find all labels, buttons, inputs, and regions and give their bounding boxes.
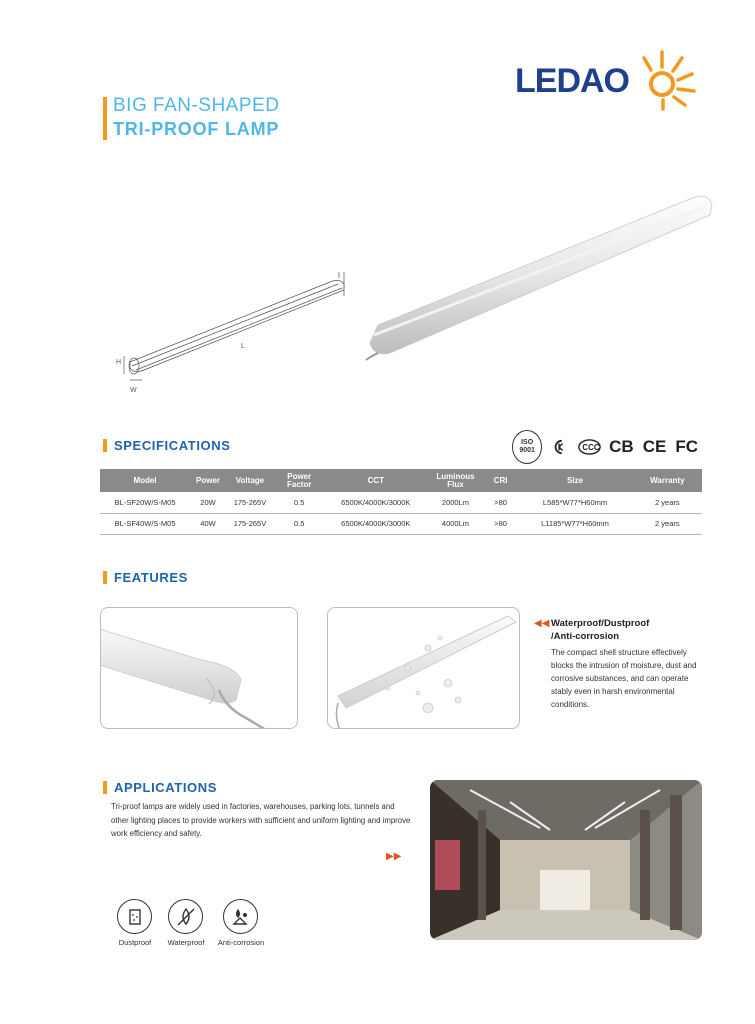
anti-corrosion-label: Anti-corrosion [217, 938, 265, 947]
section-accent-bar [103, 781, 107, 794]
table-cell: L585*W77*H60mm [517, 492, 632, 513]
col-header: Power [190, 469, 226, 492]
table-cell: L1185*W77*H60mm [517, 513, 632, 534]
section-title: SPECIFICATIONS [114, 438, 231, 453]
title-accent-bar [103, 97, 107, 140]
feature-image-endcap [100, 607, 298, 729]
section-accent-bar [103, 439, 107, 452]
applications-description: Tri-proof lamps are widely used in factories, warehouses, parking lots, tunnels and other lighting places to provide workers with sufficient and uniform lighting and improve work efficiency and safety. [111, 802, 411, 838]
title-line-2: TRI-PROOF LAMP [113, 119, 280, 139]
col-header: CCT [324, 469, 427, 492]
kc-mark-icon [552, 438, 568, 456]
anti-corrosion-icon [230, 906, 252, 928]
table-cell: 175-265V [226, 492, 274, 513]
section-applications [103, 780, 217, 795]
application-photo-tunnel [430, 780, 702, 940]
col-header: CRI [484, 469, 518, 492]
table-cell: 20W [190, 492, 226, 513]
section-title: FEATURES [114, 570, 188, 585]
col-header: Warranty [633, 469, 702, 492]
table-cell: >80 [484, 492, 518, 513]
dustproof-label: Dustproof [118, 938, 152, 947]
sun-icon [630, 42, 710, 112]
table-cell: 40W [190, 513, 226, 534]
spec-table [100, 469, 702, 535]
feature-title-line-2: /Anti-corrosion [551, 631, 620, 642]
table-cell: 6500K/4000K/3000K [324, 492, 427, 513]
table-row [100, 513, 702, 534]
label-length: L [241, 343, 245, 350]
section-title: APPLICATIONS [114, 780, 218, 795]
ccc-mark-icon [578, 438, 601, 456]
dustproof-icon-circle [117, 899, 152, 934]
feature-title-line-1: Waterproof/Dustproof [551, 618, 650, 629]
iso-9001-icon [512, 430, 542, 464]
product-image [360, 185, 720, 365]
cb-mark-icon: CB [609, 437, 634, 456]
col-header: Power Factor [274, 469, 324, 492]
iso-number: 9001 [519, 447, 535, 454]
waterproof-icon [175, 906, 197, 928]
table-cell: 2 years [633, 513, 702, 534]
table-cell: BL-SF40W/S-M05 [100, 513, 190, 534]
col-header: Voltage [226, 469, 274, 492]
feature-description: The compact shell structure effectively blocks the intrusion of moisture, dust and corrosive substances, and can operate stably even in harsh environmental conditions. [551, 648, 697, 709]
svg-text:CCC: CCC [582, 443, 600, 453]
title-line-1: BIG FAN-SHAPED [113, 95, 280, 116]
feature-image-waterproof [327, 607, 520, 729]
table-cell: 175-265V [226, 513, 274, 534]
section-accent-bar [103, 571, 107, 584]
ce-mark-icon: CE [642, 437, 667, 456]
col-header: Size [517, 469, 632, 492]
lamp-water-drops-illustration [328, 608, 520, 729]
double-arrow-icon: ◀◀ [534, 618, 550, 629]
table-row [100, 492, 702, 513]
anti-corrosion-icon-circle [223, 899, 258, 934]
table-cell: 2 years [633, 492, 702, 513]
double-arrow-right-icon: ▶▶ [386, 851, 402, 862]
waterproof-label: Waterproof [167, 938, 205, 947]
section-features [103, 570, 188, 585]
table-cell: 6500K/4000K/3000K [324, 513, 427, 534]
table-cell: BL-SF20W/S-M05 [100, 492, 190, 513]
section-specifications [103, 438, 231, 453]
col-header: Luminous Flux [427, 469, 484, 492]
feature-title [551, 617, 649, 643]
label-height: H [116, 359, 122, 366]
dustproof-icon [125, 907, 145, 927]
table-cell: 0.5 [274, 492, 324, 513]
certification-icons [512, 428, 707, 466]
lamp-endcap-illustration [101, 608, 298, 729]
col-header: Model [100, 469, 190, 492]
table-cell: 0.5 [274, 513, 324, 534]
table-cell: 4000Lm [427, 513, 484, 534]
waterproof-icon-circle [168, 899, 203, 934]
logo-text: LEDAO [515, 62, 629, 100]
brand-logo [515, 42, 705, 112]
fcc-mark-icon: FC [675, 437, 698, 456]
table-cell: 2000Lm [427, 492, 484, 513]
table-cell: >80 [484, 513, 518, 534]
dimension-diagram [108, 270, 353, 400]
iso-label: ISO [521, 439, 534, 446]
label-width: W [130, 387, 137, 394]
tunnel-scene [430, 780, 702, 940]
table-header-row [100, 469, 702, 492]
